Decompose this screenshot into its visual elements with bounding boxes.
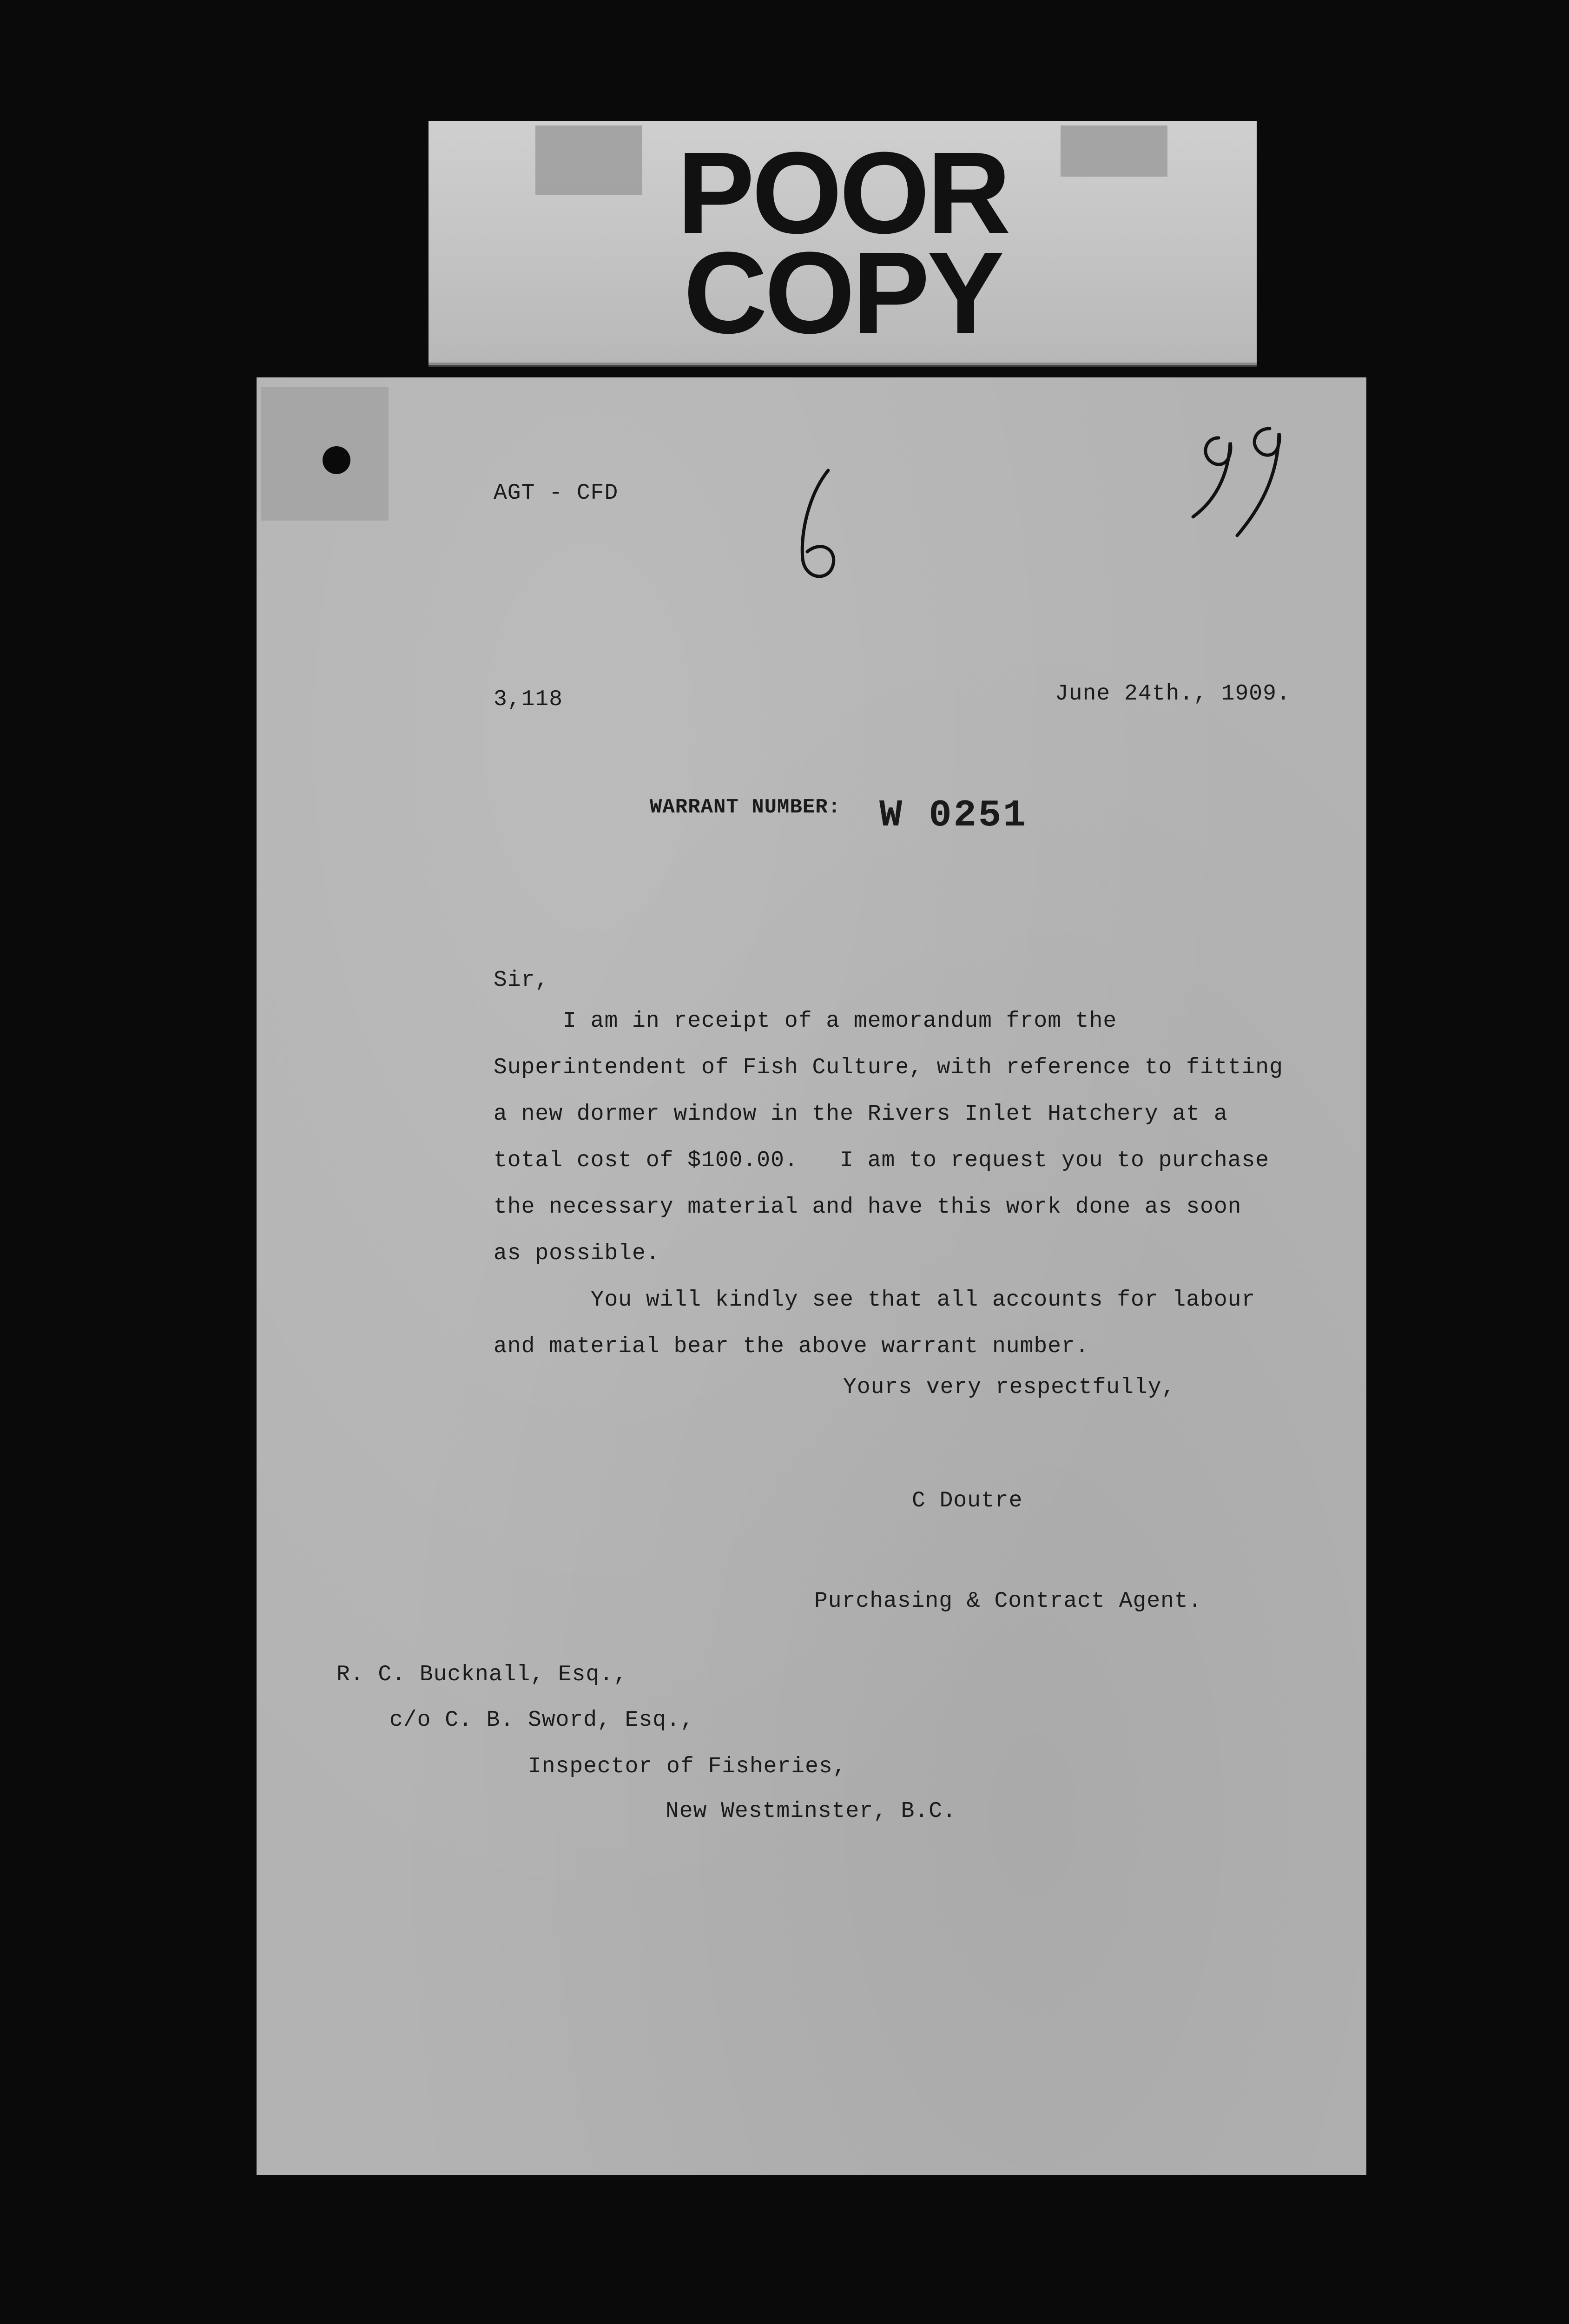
letter-date: June 24th., 1909. bbox=[1055, 681, 1291, 706]
body-line: Superintendent of Fish Culture, with reference to fitting bbox=[494, 1055, 1283, 1080]
addressee-line: New Westminster, B.C. bbox=[666, 1799, 956, 1824]
punch-hole bbox=[323, 446, 350, 474]
addressee-line: c/o C. B. Sword, Esq., bbox=[389, 1708, 694, 1733]
poor-copy-label bbox=[429, 121, 1257, 365]
body-line: as possible. bbox=[494, 1241, 660, 1266]
signature: C Doutre bbox=[912, 1488, 1023, 1513]
warrant-number: W 0251 bbox=[879, 794, 1028, 837]
body-line: and material bear the above warrant number. bbox=[494, 1334, 1089, 1359]
poor-copy-line-2: COPY bbox=[683, 228, 1002, 357]
poor-copy-line-1: POOR bbox=[677, 128, 1009, 257]
addressee-line: Inspector of Fisheries, bbox=[528, 1754, 847, 1779]
handwritten-page-number bbox=[1186, 419, 1298, 540]
body-line: a new dormer window in the Rivers Inlet Hatchery at a bbox=[494, 1102, 1228, 1127]
body-line: the necessary material and have this work done as soon bbox=[494, 1195, 1242, 1220]
file-number: 3,118 bbox=[494, 687, 563, 712]
letter-page bbox=[257, 377, 1366, 2175]
warrant-label: WARRANT NUMBER: bbox=[650, 796, 841, 819]
body-line: total cost of $100.00. I am to request you to purchase bbox=[494, 1148, 1270, 1173]
body-line: You will kindly see that all accounts for labour bbox=[494, 1287, 1256, 1313]
closing: Yours very respectfully, bbox=[843, 1375, 1176, 1400]
salutation: Sir, bbox=[494, 968, 549, 993]
body-line: I am in receipt of a memorandum from the bbox=[494, 1009, 1117, 1034]
addressee-line: R. C. Bucknall, Esq., bbox=[336, 1662, 627, 1687]
reference-code: AGT - CFD bbox=[494, 481, 619, 506]
signature-title: Purchasing & Contract Agent. bbox=[814, 1589, 1202, 1614]
handwritten-mark bbox=[777, 466, 861, 587]
